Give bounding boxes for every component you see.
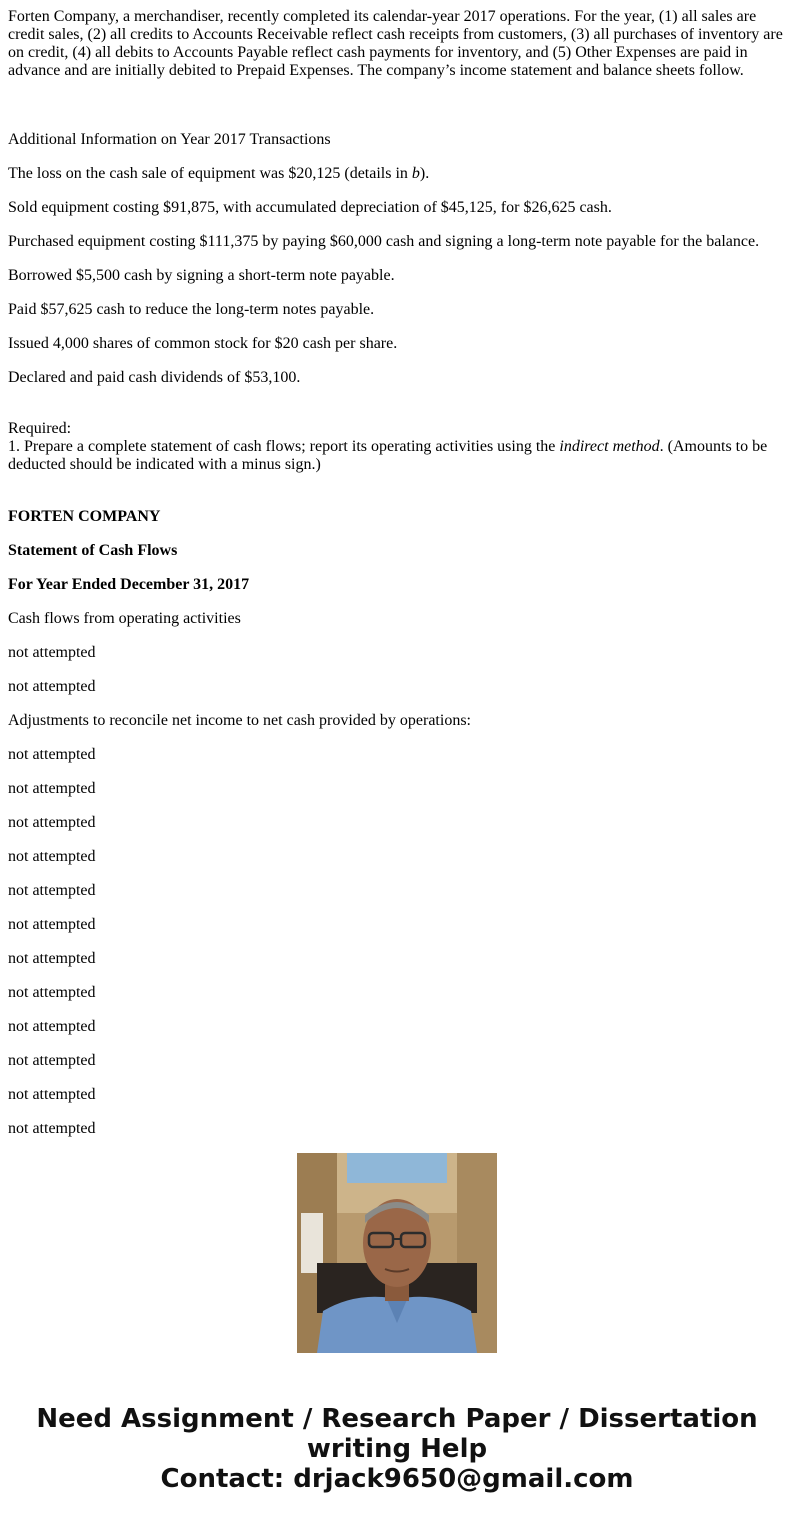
answer-status: not attempted [8,746,96,763]
promo-contact: Contact: drjack9650@gmail.com [160,1464,634,1494]
promo-banner [0,1404,794,1494]
loss-detail-ref: b [411,165,420,182]
promo-line: writing Help [306,1434,488,1464]
transaction-item: Issued 4,000 shares of common stock for $20 cash per share. [8,335,398,352]
portrait-illustration [297,1153,497,1353]
required-label: Required: [8,420,72,437]
statement-title: Statement of Cash Flows [8,542,178,559]
answer-status: not attempted [8,1052,96,1069]
answer-status: not attempted [8,984,96,1001]
answer-status: not attempted [8,644,96,661]
additional-info-title: Additional Information on Year 2017 Transactions [8,131,331,148]
answer-status: not attempted [8,848,96,865]
transaction-item: Declared and paid cash dividends of $53,100. [8,369,301,386]
required-section [8,420,786,474]
transaction-item: Paid $57,625 cash to reduce the long-term notes payable. [8,301,375,318]
transaction-item: Purchased equipment costing $111,375 by paying $60,000 cash and signing a long-term note payable for the balance. [8,233,760,250]
company-name: FORTEN COMPANY [8,508,161,525]
transaction-item: Sold equipment costing $91,875, with accumulated depreciation of $45,125, for $26,625 cash. [8,199,612,216]
answer-status: not attempted [8,916,96,933]
operating-activities-label: Cash flows from operating activities [8,610,241,627]
answer-status: not attempted [8,814,96,831]
required-method: indirect method [559,438,660,455]
answer-status: not attempted [8,1018,96,1035]
required-instruction: 1. Prepare a complete statement of cash flows; report its operating activities using the indirect method. (Amounts to be deducted should be indicated with a minus sign.) [8,438,768,473]
author-photo [297,1153,497,1353]
cash-flow-statement [8,542,786,1138]
answer-status: not attempted [8,780,96,797]
loss-on-sale-line: The loss on the cash sale of equipment was $20,125 (details in b). [8,165,430,182]
answer-status: not attempted [8,1086,96,1103]
transaction-item: Borrowed $5,500 cash by signing a short-term note payable. [8,267,395,284]
statement-period: For Year Ended December 31, 2017 [8,576,250,593]
promo-line: Need Assignment / Research Paper / Dissertation [36,1404,758,1434]
intro-paragraph: Forten Company, a merchandiser, recently completed its calendar-year 2017 operations. For the year, (1) all sales are credit sales, (2) all credits to Accounts Receivable reflect cash receipts from customers, (3) all purchases of inventory are on credit, (4) all debits to Accounts Payable reflect cash payments for inventory, and (5) Other Expenses are paid in advance and are initially debited to Prepaid Expenses. The company’s income statement and balance sheets follow. [8,8,783,79]
answer-status: not attempted [8,1120,96,1137]
document-content [8,8,786,1137]
answer-status: not attempted [8,882,96,899]
answer-status: not attempted [8,950,96,967]
answer-status: not attempted [8,678,96,695]
adjustments-label: Adjustments to reconcile net income to net cash provided by operations: [8,712,471,729]
